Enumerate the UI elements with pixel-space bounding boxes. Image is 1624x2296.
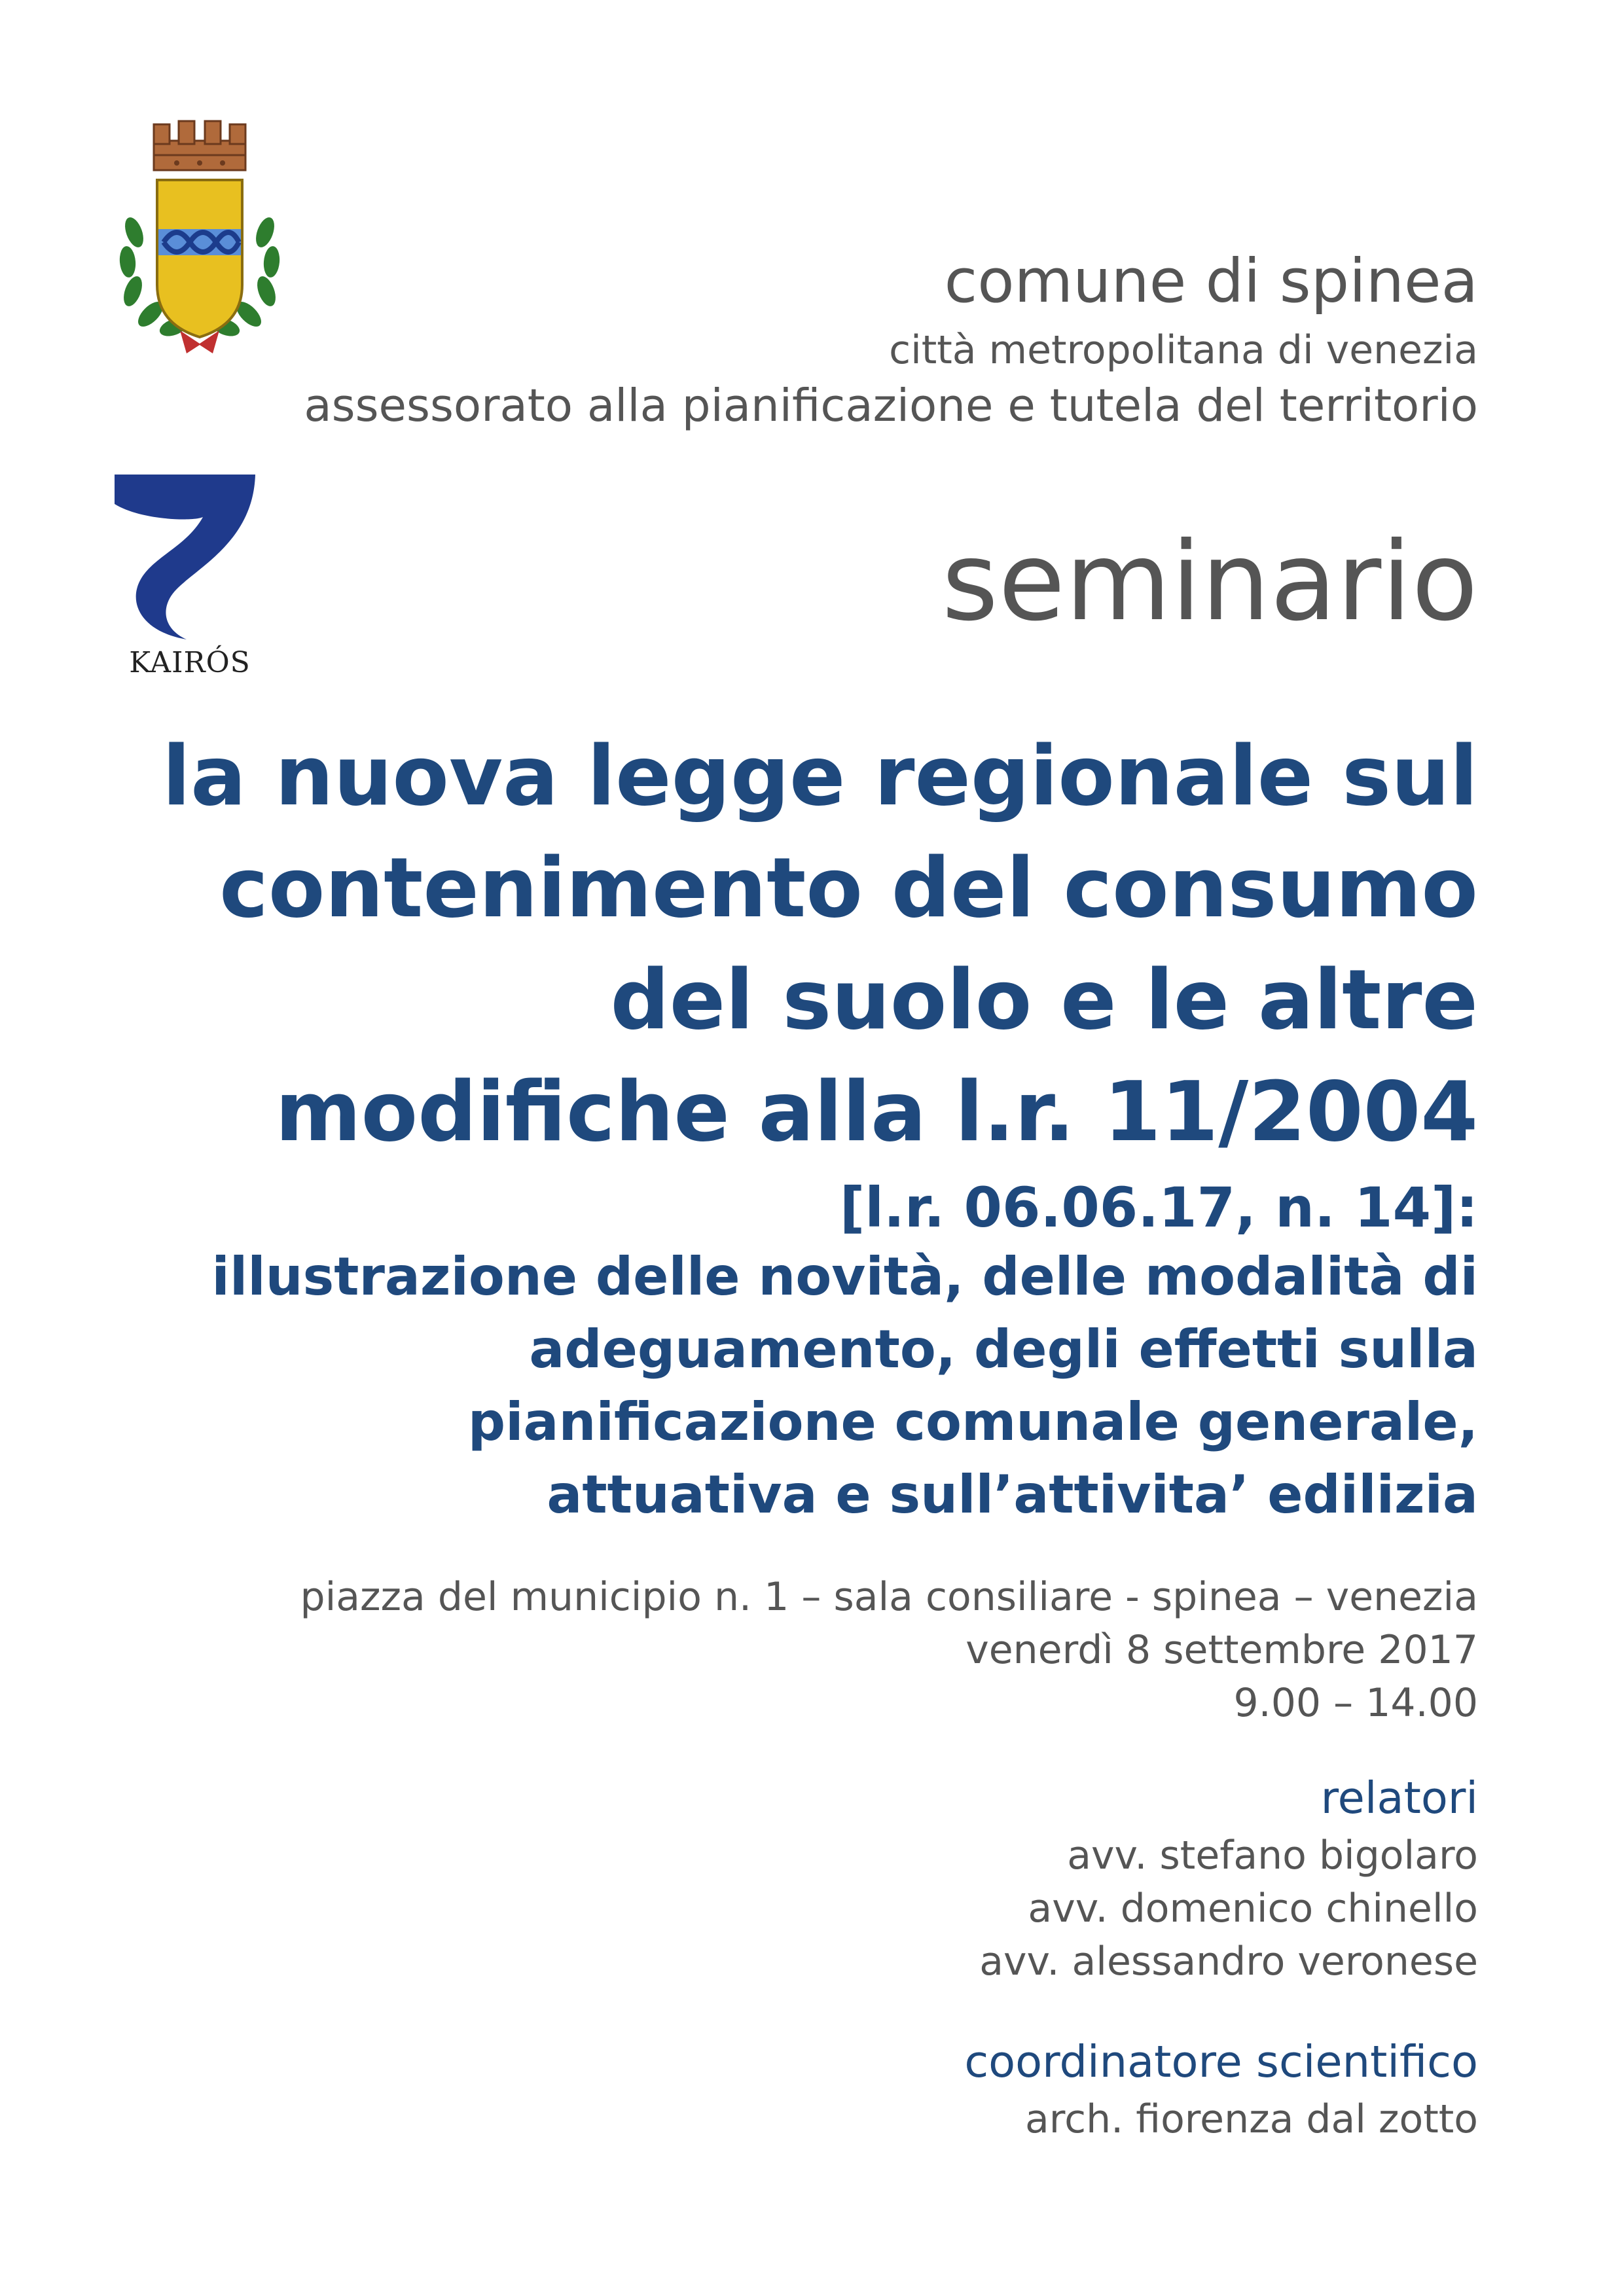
speakers-heading: relatori [1320,1772,1478,1823]
event-time: 9.00 – 14.00 [1233,1680,1478,1726]
speaker-name: avv. stefano bigolaro [1067,1833,1478,1878]
organization-subtitle: città metropolitana di venezia [889,327,1478,373]
title-line: contenimento del consumo [219,840,1478,936]
event-subtitle [211,1240,1478,1531]
kairos-swoosh-icon [115,475,255,639]
event-type: seminario [941,519,1478,645]
subtitle-line: illustrazione delle novità, delle modalità di [211,1246,1478,1307]
title-line: del suolo e le altre [610,952,1478,1048]
subtitle-line: adeguamento, degli effetti sulla [529,1319,1478,1380]
speaker-name: avv. alessandro veronese [979,1939,1478,1984]
speaker-name: avv. domenico chinello [1028,1886,1478,1931]
coordinator-name: arch. fiorenza dal zotto [1025,2096,1478,2142]
subtitle-line: pianificazione comunale generale, [467,1391,1478,1452]
title-line: modifiche alla l.r. 11/2004 [275,1064,1478,1160]
event-date: venerdì 8 settembre 2017 [965,1627,1478,1673]
law-reference: [l.r. 06.06.17, n. 14]: [839,1175,1478,1240]
event-title [162,720,1478,1168]
crown-icon [154,121,245,170]
shield-icon [157,180,242,337]
spinea-crest-logo [101,115,298,357]
kairos-logo [115,468,265,681]
coordinator-heading: coordinatore scientifico [964,2036,1478,2087]
shield-band-icon [158,229,241,255]
department-name: assessorato alla pianificazione e tutela del territorio [304,380,1478,432]
subtitle-line: attuativa e sull’attivita’ edilizia [547,1464,1478,1525]
title-line: la nuova legge regionale sul [162,728,1478,824]
event-venue: piazza del municipio n. 1 – sala consiliare - spinea – venezia [300,1574,1478,1620]
kairos-label: KAIRÓS [129,646,251,679]
organization-name: comune di spinea [944,246,1478,316]
speakers-list [979,1829,1478,1988]
